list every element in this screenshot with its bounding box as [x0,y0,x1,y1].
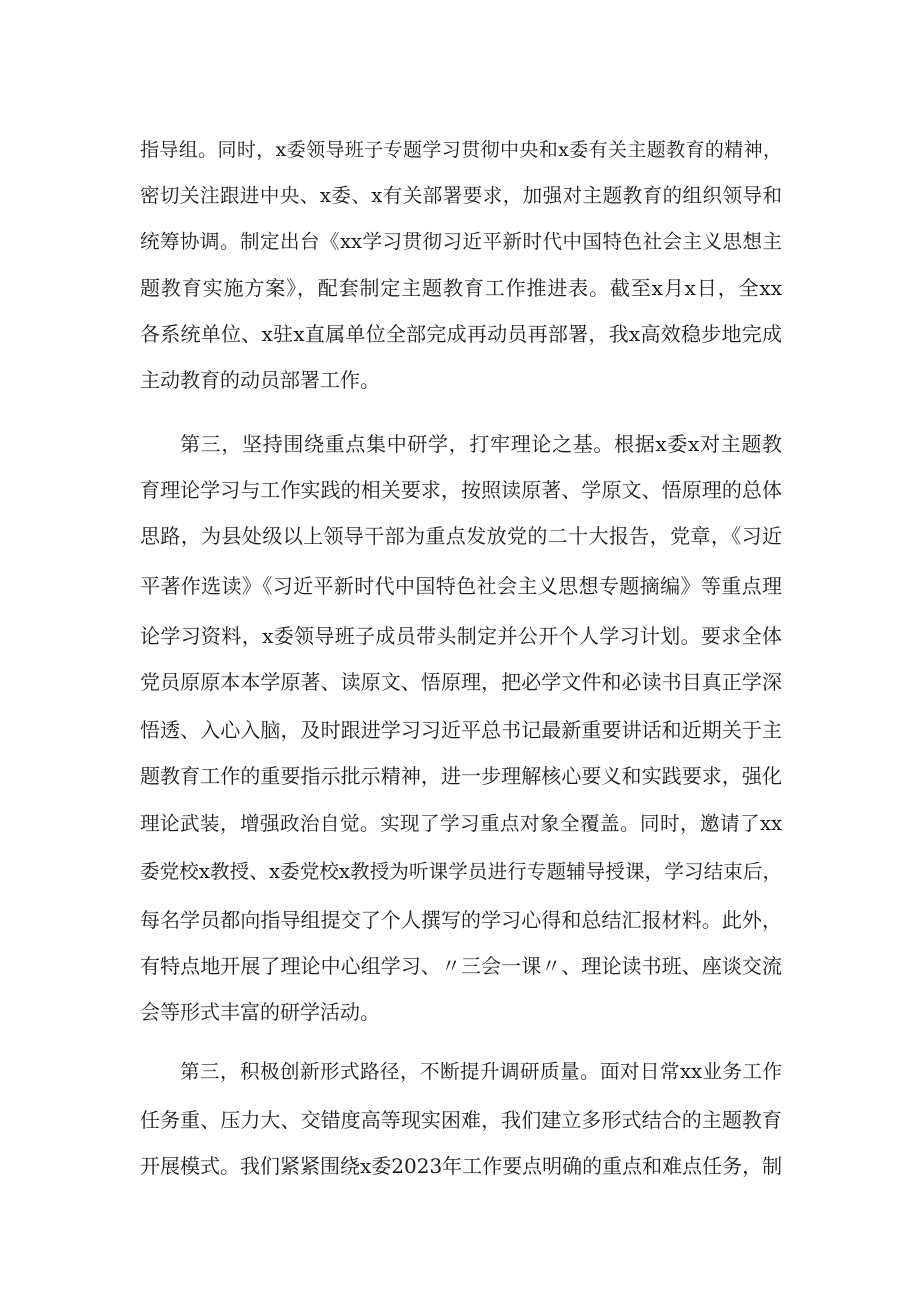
paragraph-2-line-12: 有特点地开展了理论中心组学习、〃三会一课〃、理论读书班、座谈交流 [140,954,782,978]
paragraph-2-line-11: 每名学员都向指导组提交了个人撰写的学习心得和总结汇报材料。此外， [140,908,782,932]
paragraph-3-line-3: 开展模式。我们紧紧围绕x委2023年工作要点明确的重点和难点任务，制 [140,1154,783,1178]
paragraph-3-line-1: 第三，积极创新形式路径，不断提升调研质量。面对日常xx业务工作 [180,1060,782,1083]
paragraph-2-line-10: 委党校x教授、x委党校x教授为听课学员进行专题辅导授课，学习结束后， [140,860,782,883]
paragraph-2-line-4: 平著作选读》《习近平新时代中国特色社会主义思想专题摘编》等重点理 [140,574,782,598]
paragraph-2-line-9: 理论武装，增强政治自觉。实现了学习重点对象全覆盖。同时，邀请了xx [140,812,782,835]
paragraph-2-line-6: 党员原原本本学原著、读原文、悟原理，把必学文件和必读书目真正学深 [140,670,782,694]
paragraph-1-line-2: 密切关注跟进中央、x委、x有关部署要求，加强对主题教育的组织领导和 [140,184,782,207]
paragraph-2-line-8: 题教育工作的重要指示批示精神，进一步理解核心要义和实践要求，强化 [140,764,782,788]
paragraph-1-line-1: 指导组。同时，x委领导班子专题学习贯彻中央和x委有关主题教育的精神， [140,139,782,161]
paragraph-2-line-5: 论学习资料，x委领导班子成员带头制定并公开个人学习计划。要求全体 [140,624,782,648]
paragraph-1-line-6: 主动教育的动员部署工作。 [140,368,380,392]
paragraph-1-line-3: 统筹协调。制定出台《xx学习贯彻习近平新时代中国特色社会主义思想主 [140,230,782,253]
paragraph-2-line-1: 第三，坚持围绕重点集中研学，打牢理论之基。根据x委x对主题教 [180,432,782,456]
paragraph-2-line-7: 悟透、入心入脑，及时跟进学习习近平总书记最新重要讲话和近期关于主 [140,718,782,742]
paragraph-1-line-4: 题教育实施方案》，配套制定主题教育工作推进表。截至x月x日，全xx [140,276,782,300]
paragraph-1-line-5: 各系统单位、x驻x直属单位全部完成再动员再部署，我x高效稳步地完成 [140,322,782,346]
paragraph-2-line-2: 育理论学习与工作实践的相关要求，按照读原著、学原文、悟原理的总体 [140,478,782,502]
paragraph-2-line-13: 会等形式丰富的研学活动。 [140,1000,380,1024]
paragraph-3-line-2: 任务重、压力大、交错度高等现实困难，我们建立多形式结合的主题教育 [140,1108,782,1132]
paragraph-2-line-3: 思路，为县处级以上领导干部为重点发放党的二十大报告，党章，《习近 [140,524,782,548]
